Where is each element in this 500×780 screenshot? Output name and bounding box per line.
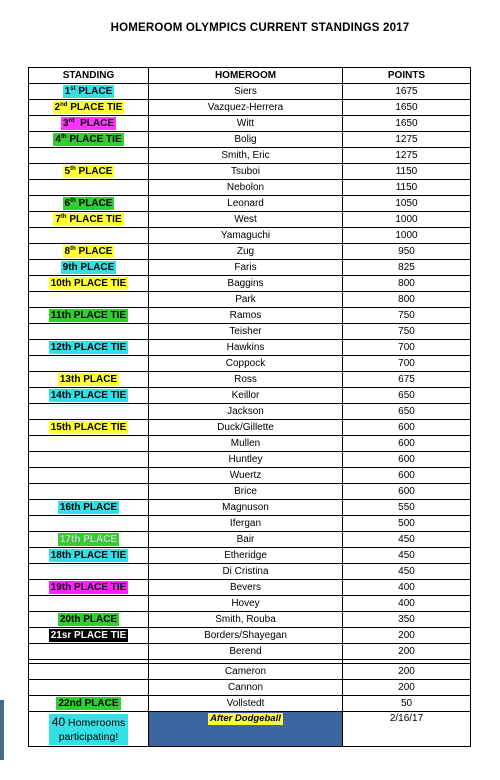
homeroom-cell: Bolig	[149, 132, 343, 148]
homeroom-cell: Cameron	[149, 664, 343, 680]
homeroom-cell: West	[149, 212, 343, 228]
table-row	[29, 628, 471, 644]
homeroom-cell: Duck/Gillette	[149, 420, 343, 436]
homeroom-cell: Bevers	[149, 580, 343, 596]
table-row	[29, 468, 471, 484]
footer-row	[29, 712, 471, 747]
points-cell: 550	[343, 500, 471, 516]
place-label: 5th PLACE	[64, 166, 113, 177]
table-row	[29, 132, 471, 148]
points-cell: 700	[343, 340, 471, 356]
place-label: 14th PLACE TIE	[50, 390, 127, 401]
table-row	[29, 548, 471, 564]
standing-cell	[29, 664, 149, 680]
place-label: 10th PLACE TIE	[50, 278, 127, 289]
place-label: 16th PLACE	[59, 502, 118, 513]
standing-cell	[29, 340, 149, 356]
place-label: 2nd PLACE TIE	[54, 102, 123, 113]
standing-cell	[29, 484, 149, 500]
table-row	[29, 276, 471, 292]
homeroom-cell: Brice	[149, 484, 343, 500]
points-cell: 1000	[343, 212, 471, 228]
standing-cell	[29, 132, 149, 148]
homeroom-cell: Di Cristina	[149, 564, 343, 580]
table-row	[29, 516, 471, 532]
table-row	[29, 212, 471, 228]
points-cell: 450	[343, 564, 471, 580]
points-cell: 600	[343, 468, 471, 484]
standing-cell	[29, 292, 149, 308]
standing-cell	[29, 244, 149, 260]
points-cell: 1275	[343, 148, 471, 164]
standing-cell	[29, 356, 149, 372]
standing-cell	[29, 164, 149, 180]
homeroom-cell: Ifergan	[149, 516, 343, 532]
standing-cell	[29, 680, 149, 696]
standing-cell	[29, 452, 149, 468]
points-cell: 1650	[343, 100, 471, 116]
homeroom-cell: Coppock	[149, 356, 343, 372]
points-cell: 600	[343, 452, 471, 468]
points-cell: 750	[343, 308, 471, 324]
standing-cell	[29, 644, 149, 660]
points-cell: 600	[343, 484, 471, 500]
points-cell: 450	[343, 532, 471, 548]
points-cell: 750	[343, 324, 471, 340]
homeroom-cell: Keillor	[149, 388, 343, 404]
standing-cell	[29, 628, 149, 644]
dodgeball-cell	[149, 712, 343, 747]
standing-cell	[29, 564, 149, 580]
points-cell: 200	[343, 628, 471, 644]
homeroom-cell: Tsuboi	[149, 164, 343, 180]
points-cell: 1150	[343, 180, 471, 196]
table-row	[29, 260, 471, 276]
table-row	[29, 612, 471, 628]
place-label: 22nd PLACE	[58, 698, 119, 709]
homeroom-cell: Wuertz	[149, 468, 343, 484]
table-row	[29, 436, 471, 452]
points-cell: 650	[343, 388, 471, 404]
homeroom-cell: Park	[149, 292, 343, 308]
place-label: 8th PLACE	[64, 246, 113, 257]
standing-cell	[29, 116, 149, 132]
table-row	[29, 148, 471, 164]
standing-cell	[29, 196, 149, 212]
place-label: 20th PLACE	[59, 614, 118, 625]
points-cell: 1150	[343, 164, 471, 180]
place-label: 1st PLACE	[64, 86, 113, 97]
points-cell: 650	[343, 404, 471, 420]
table-row	[29, 356, 471, 372]
table-row	[29, 420, 471, 436]
homeroom-cell: Nebolon	[149, 180, 343, 196]
table-row	[29, 696, 471, 712]
table-row	[29, 452, 471, 468]
standing-cell	[29, 468, 149, 484]
homeroom-cell: Mullen	[149, 436, 343, 452]
table-row	[29, 244, 471, 260]
homeroom-cell: Ramos	[149, 308, 343, 324]
place-label: 15th PLACE TIE	[50, 422, 127, 433]
points-cell: 800	[343, 276, 471, 292]
place-label: 6th PLACE	[64, 198, 113, 209]
place-label: 21sr PLACE TIE	[50, 630, 127, 641]
homeroom-cell: Yamaguchi	[149, 228, 343, 244]
points-cell: 500	[343, 516, 471, 532]
table-row	[29, 84, 471, 100]
standing-cell	[29, 84, 149, 100]
homeroom-cell: Berend	[149, 644, 343, 660]
points-cell: 350	[343, 612, 471, 628]
table-row	[29, 164, 471, 180]
place-label: 3rd PLACE	[62, 118, 114, 129]
table-row	[29, 564, 471, 580]
standing-cell	[29, 324, 149, 340]
place-label: 17th PLACE	[59, 534, 118, 545]
homeroom-cell: Smith, Rouba	[149, 612, 343, 628]
table-header-row	[29, 68, 471, 84]
place-label: 9th PLACE	[62, 262, 115, 273]
table-row	[29, 388, 471, 404]
standing-cell	[29, 180, 149, 196]
points-cell: 1675	[343, 84, 471, 100]
standings-table	[28, 67, 471, 747]
table-row	[29, 664, 471, 680]
points-cell: 1275	[343, 132, 471, 148]
homeroom-cell: Witt	[149, 116, 343, 132]
standing-cell	[29, 404, 149, 420]
standing-cell	[29, 696, 149, 712]
place-label: 7th PLACE TIE	[55, 214, 122, 225]
points-cell: 400	[343, 580, 471, 596]
place-label: 18th PLACE TIE	[50, 550, 127, 561]
standing-cell	[29, 276, 149, 292]
points-cell: 600	[343, 436, 471, 452]
table-row	[29, 100, 471, 116]
table-row	[29, 324, 471, 340]
homeroom-cell: Baggins	[149, 276, 343, 292]
homeroom-cell: Vollstedt	[149, 696, 343, 712]
points-cell: 1000	[343, 228, 471, 244]
points-cell: 200	[343, 664, 471, 680]
table-row	[29, 404, 471, 420]
standing-cell	[29, 260, 149, 276]
standing-cell	[29, 500, 149, 516]
header-standing: STANDING	[29, 68, 149, 84]
homeroom-cell: Cannon	[149, 680, 343, 696]
homeroom-cell: Borders/Shayegan	[149, 628, 343, 644]
place-label: 12th PLACE TIE	[50, 342, 127, 353]
points-cell: 200	[343, 644, 471, 660]
homeroom-cell: Hawkins	[149, 340, 343, 356]
standing-cell	[29, 532, 149, 548]
date-cell: 2/16/17	[343, 712, 471, 747]
table-row	[29, 228, 471, 244]
points-cell: 1050	[343, 196, 471, 212]
standing-cell	[29, 420, 149, 436]
homeroom-cell: Smith, Eric	[149, 148, 343, 164]
points-cell: 675	[343, 372, 471, 388]
points-cell: 1650	[343, 116, 471, 132]
participating-cell	[29, 712, 149, 747]
table-row	[29, 180, 471, 196]
points-cell: 400	[343, 596, 471, 612]
dodgeball-label: After Dodgeball	[210, 713, 281, 724]
place-label: 19th PLACE TIE	[50, 582, 127, 593]
standing-cell	[29, 596, 149, 612]
standing-cell	[29, 548, 149, 564]
homeroom-cell: Leonard	[149, 196, 343, 212]
place-label: 4th PLACE TIE	[55, 134, 122, 145]
header-homeroom: HOMEROOM	[149, 68, 343, 84]
homeroom-cell: Vazquez-Herrera	[149, 100, 343, 116]
points-cell: 825	[343, 260, 471, 276]
table-row	[29, 116, 471, 132]
points-cell: 950	[343, 244, 471, 260]
standing-cell	[29, 516, 149, 532]
points-cell: 450	[343, 548, 471, 564]
table-row	[29, 580, 471, 596]
standing-cell	[29, 612, 149, 628]
homeroom-cell: Siers	[149, 84, 343, 100]
header-points: POINTS	[343, 68, 471, 84]
table-row	[29, 484, 471, 500]
homeroom-cell: Magnuson	[149, 500, 343, 516]
standing-cell	[29, 372, 149, 388]
table-row	[29, 500, 471, 516]
window-edge	[0, 700, 4, 760]
points-cell: 200	[343, 680, 471, 696]
table-row	[29, 680, 471, 696]
table-row	[29, 372, 471, 388]
table-row	[29, 308, 471, 324]
points-cell: 600	[343, 420, 471, 436]
homeroom-cell: Huntley	[149, 452, 343, 468]
table-row	[29, 532, 471, 548]
homeroom-cell: Zug	[149, 244, 343, 260]
table-row	[29, 196, 471, 212]
standing-cell	[29, 212, 149, 228]
points-cell: 50	[343, 696, 471, 712]
standing-cell	[29, 228, 149, 244]
table-row	[29, 340, 471, 356]
standing-cell	[29, 100, 149, 116]
standing-cell	[29, 388, 149, 404]
standing-cell	[29, 580, 149, 596]
table-row	[29, 292, 471, 308]
homeroom-cell: Jackson	[149, 404, 343, 420]
homeroom-cell: Etheridge	[149, 548, 343, 564]
points-cell: 800	[343, 292, 471, 308]
table-row	[29, 644, 471, 660]
homeroom-cell: Teisher	[149, 324, 343, 340]
standing-cell	[29, 308, 149, 324]
homeroom-cell: Hovey	[149, 596, 343, 612]
participating-note: 40 Homerooms participating!	[49, 714, 128, 745]
place-label: 13th PLACE	[59, 374, 118, 385]
standing-cell	[29, 436, 149, 452]
homeroom-cell: Faris	[149, 260, 343, 276]
page-title: HOMEROOM OLYMPICS CURRENT STANDINGS 2017	[110, 22, 410, 34]
standing-cell	[29, 148, 149, 164]
points-cell: 700	[343, 356, 471, 372]
place-label: 11th PLACE TIE	[50, 310, 126, 321]
homeroom-cell: Ross	[149, 372, 343, 388]
homeroom-cell: Bair	[149, 532, 343, 548]
table-row	[29, 596, 471, 612]
